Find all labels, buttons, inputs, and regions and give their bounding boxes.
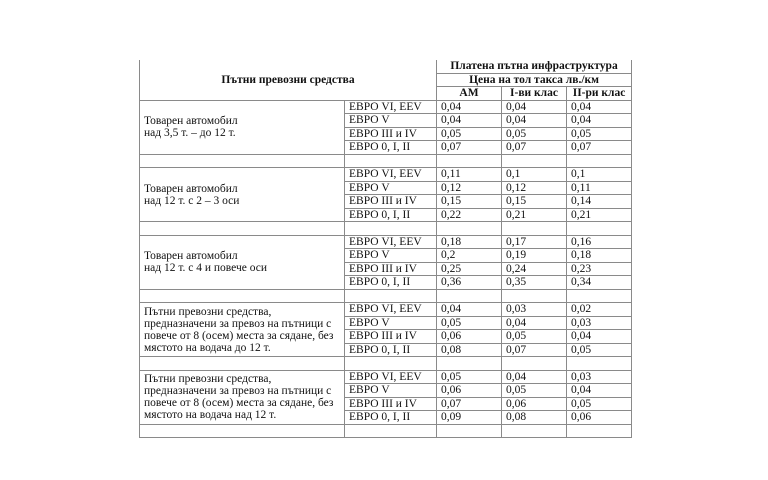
column-header-am: АМ <box>437 87 502 101</box>
price-am-cell: 0,07 <box>437 397 502 411</box>
price-second-class-cell: 0,1 <box>567 168 632 182</box>
price-first-class-cell: 0,05 <box>502 384 567 398</box>
table-row <box>140 235 632 249</box>
euro-class-cell: ЕВРО III и IV <box>345 330 437 344</box>
price-first-class-cell: 0,04 <box>502 114 567 128</box>
price-am-cell: 0,2 <box>437 249 502 263</box>
spacer-cell <box>502 357 567 371</box>
euro-class-cell: ЕВРО VI, EEV <box>345 235 437 249</box>
euro-class-cell: ЕВРО V <box>345 181 437 195</box>
price-second-class-cell: 0,07 <box>567 141 632 155</box>
spacer-cell <box>345 154 437 168</box>
spacer-cell <box>437 357 502 371</box>
price-am-cell: 0,36 <box>437 276 502 290</box>
price-first-class-cell: 0,05 <box>502 330 567 344</box>
spacer-cell <box>437 289 502 303</box>
price-second-class-cell: 0,21 <box>567 208 632 222</box>
vehicle-category-line: повече от 8 (осем) места за сядане, без <box>144 329 334 342</box>
spacer-cell <box>140 222 345 236</box>
vehicle-category-cell <box>140 370 345 424</box>
spacer-cell <box>502 154 567 168</box>
spacer-cell <box>502 289 567 303</box>
euro-class-cell: ЕВРО 0, I, II <box>345 343 437 357</box>
vehicle-category-line: Пътни превозни средства, <box>144 305 272 318</box>
spacer-cell <box>567 424 632 438</box>
price-first-class-cell: 0,21 <box>502 208 567 222</box>
euro-class-cell: ЕВРО VI, EEV <box>345 168 437 182</box>
vehicle-category-line: Товарен автомобил <box>144 250 238 262</box>
vehicle-category-cell <box>140 303 345 357</box>
price-am-cell: 0,04 <box>437 100 502 114</box>
vehicle-category-cell <box>140 100 345 154</box>
spacer-cell <box>345 289 437 303</box>
vehicle-category-line: над 3,5 т. – до 12 т. <box>144 127 236 139</box>
spacer-cell <box>567 289 632 303</box>
price-second-class-cell: 0,14 <box>567 195 632 209</box>
price-am-cell: 0,09 <box>437 411 502 425</box>
infrastructure-header: Платена пътна инфраструктура <box>437 60 632 73</box>
price-first-class-cell: 0,08 <box>502 411 567 425</box>
price-first-class-cell: 0,04 <box>502 100 567 114</box>
spacer-cell <box>345 357 437 371</box>
price-first-class-cell: 0,03 <box>502 303 567 317</box>
spacer-cell <box>140 154 345 168</box>
price-am-cell: 0,22 <box>437 208 502 222</box>
price-second-class-cell: 0,04 <box>567 330 632 344</box>
price-am-cell: 0,06 <box>437 330 502 344</box>
table-row <box>140 168 632 182</box>
vehicle-category-cell <box>140 235 345 289</box>
spacer-cell <box>437 424 502 438</box>
spacer-cell <box>140 289 345 303</box>
price-second-class-cell: 0,03 <box>567 370 632 384</box>
spacer-cell <box>437 154 502 168</box>
column-header-second-class: II-ри клас <box>567 87 632 101</box>
price-header: Цена на тол такса лв./км <box>437 73 632 87</box>
price-am-cell: 0,18 <box>437 235 502 249</box>
price-second-class-cell: 0,04 <box>567 114 632 128</box>
spacer-row <box>140 289 632 303</box>
euro-class-cell: ЕВРО 0, I, II <box>345 141 437 155</box>
spacer-cell <box>502 222 567 236</box>
spacer-cell <box>345 222 437 236</box>
vehicle-category-line: Пътни превозни средства, <box>144 373 272 385</box>
price-first-class-cell: 0,07 <box>502 343 567 357</box>
table-row <box>140 370 632 384</box>
price-first-class-cell: 0,04 <box>502 370 567 384</box>
price-second-class-cell: 0,03 <box>567 316 632 330</box>
price-first-class-cell: 0,1 <box>502 168 567 182</box>
price-first-class-cell: 0,24 <box>502 262 567 276</box>
price-second-class-cell: 0,05 <box>567 127 632 141</box>
price-second-class-cell: 0,05 <box>567 397 632 411</box>
spacer-cell <box>567 357 632 371</box>
price-am-cell: 0,07 <box>437 141 502 155</box>
price-first-class-cell: 0,05 <box>502 127 567 141</box>
spacer-row <box>140 357 632 371</box>
vehicle-category-line: предназначени за превоз на пътници с <box>144 317 332 330</box>
price-first-class-cell: 0,17 <box>502 235 567 249</box>
euro-class-cell: ЕВРО 0, I, II <box>345 208 437 222</box>
price-second-class-cell: 0,23 <box>567 262 632 276</box>
euro-class-cell: ЕВРО V <box>345 316 437 330</box>
euro-class-cell: ЕВРО V <box>345 114 437 128</box>
toll-rates-table <box>139 60 632 438</box>
vehicle-category-line: над 12 т. с 2 – 3 оси <box>144 194 240 207</box>
price-am-cell: 0,05 <box>437 127 502 141</box>
price-second-class-cell: 0,11 <box>567 181 632 195</box>
price-second-class-cell: 0,18 <box>567 249 632 263</box>
spacer-cell <box>502 424 567 438</box>
price-first-class-cell: 0,12 <box>502 181 567 195</box>
price-first-class-cell: 0,15 <box>502 195 567 209</box>
spacer-cell <box>140 357 345 371</box>
price-second-class-cell: 0,02 <box>567 303 632 317</box>
spacer-cell <box>140 424 345 438</box>
vehicle-category-line: предназначени за превоз на пътници с <box>144 385 332 397</box>
euro-class-cell: ЕВРО III и IV <box>345 127 437 141</box>
spacer-row <box>140 222 632 236</box>
euro-class-cell: ЕВРО III и IV <box>345 195 437 209</box>
vehicles-header: Пътни превозни средства <box>140 60 437 100</box>
table-row <box>140 100 632 114</box>
spacer-cell <box>345 424 437 438</box>
spacer-cell <box>567 222 632 236</box>
euro-class-cell: ЕВРО V <box>345 384 437 398</box>
euro-class-cell: ЕВРО VI, EEV <box>345 100 437 114</box>
euro-class-cell: ЕВРО 0, I, II <box>345 276 437 290</box>
vehicle-category-line: мястото на водача над 12 т. <box>144 409 277 421</box>
price-second-class-cell: 0,05 <box>567 343 632 357</box>
vehicle-category-line: Товарен автомобил <box>144 115 238 127</box>
price-first-class-cell: 0,04 <box>502 316 567 330</box>
price-second-class-cell: 0,04 <box>567 384 632 398</box>
price-am-cell: 0,11 <box>437 168 502 182</box>
euro-class-cell: ЕВРО III и IV <box>345 397 437 411</box>
euro-class-cell: ЕВРО 0, I, II <box>345 411 437 425</box>
price-am-cell: 0,05 <box>437 316 502 330</box>
euro-class-cell: ЕВРО VI, EEV <box>345 370 437 384</box>
price-am-cell: 0,08 <box>437 343 502 357</box>
price-first-class-cell: 0,07 <box>502 141 567 155</box>
vehicle-category-line: повече от 8 (осем) места за сядане, без <box>144 397 334 409</box>
price-second-class-cell: 0,34 <box>567 276 632 290</box>
price-first-class-cell: 0,06 <box>502 397 567 411</box>
price-am-cell: 0,05 <box>437 370 502 384</box>
price-am-cell: 0,25 <box>437 262 502 276</box>
euro-class-cell: ЕВРО VI, EEV <box>345 303 437 317</box>
spacer-cell <box>567 154 632 168</box>
price-am-cell: 0,15 <box>437 195 502 209</box>
spacer-cell <box>437 222 502 236</box>
price-am-cell: 0,04 <box>437 303 502 317</box>
price-second-class-cell: 0,16 <box>567 235 632 249</box>
price-am-cell: 0,04 <box>437 114 502 128</box>
column-header-first-class: I-ви клас <box>502 87 567 101</box>
price-first-class-cell: 0,35 <box>502 276 567 290</box>
price-am-cell: 0,12 <box>437 181 502 195</box>
euro-class-cell: ЕВРО III и IV <box>345 262 437 276</box>
euro-class-cell: ЕВРО V <box>345 249 437 263</box>
spacer-row <box>140 154 632 168</box>
vehicle-category-line: над 12 т. с 4 и повече оси <box>144 262 268 274</box>
price-second-class-cell: 0,06 <box>567 411 632 425</box>
vehicle-category-line: мястото на водача до 12 т. <box>144 341 271 354</box>
table-row <box>140 303 632 317</box>
price-am-cell: 0,06 <box>437 384 502 398</box>
vehicle-category-line: Товарен автомобил <box>144 182 238 195</box>
price-second-class-cell: 0,04 <box>567 100 632 114</box>
price-first-class-cell: 0,19 <box>502 249 567 263</box>
spacer-row <box>140 424 632 438</box>
vehicle-category-cell <box>140 168 345 222</box>
